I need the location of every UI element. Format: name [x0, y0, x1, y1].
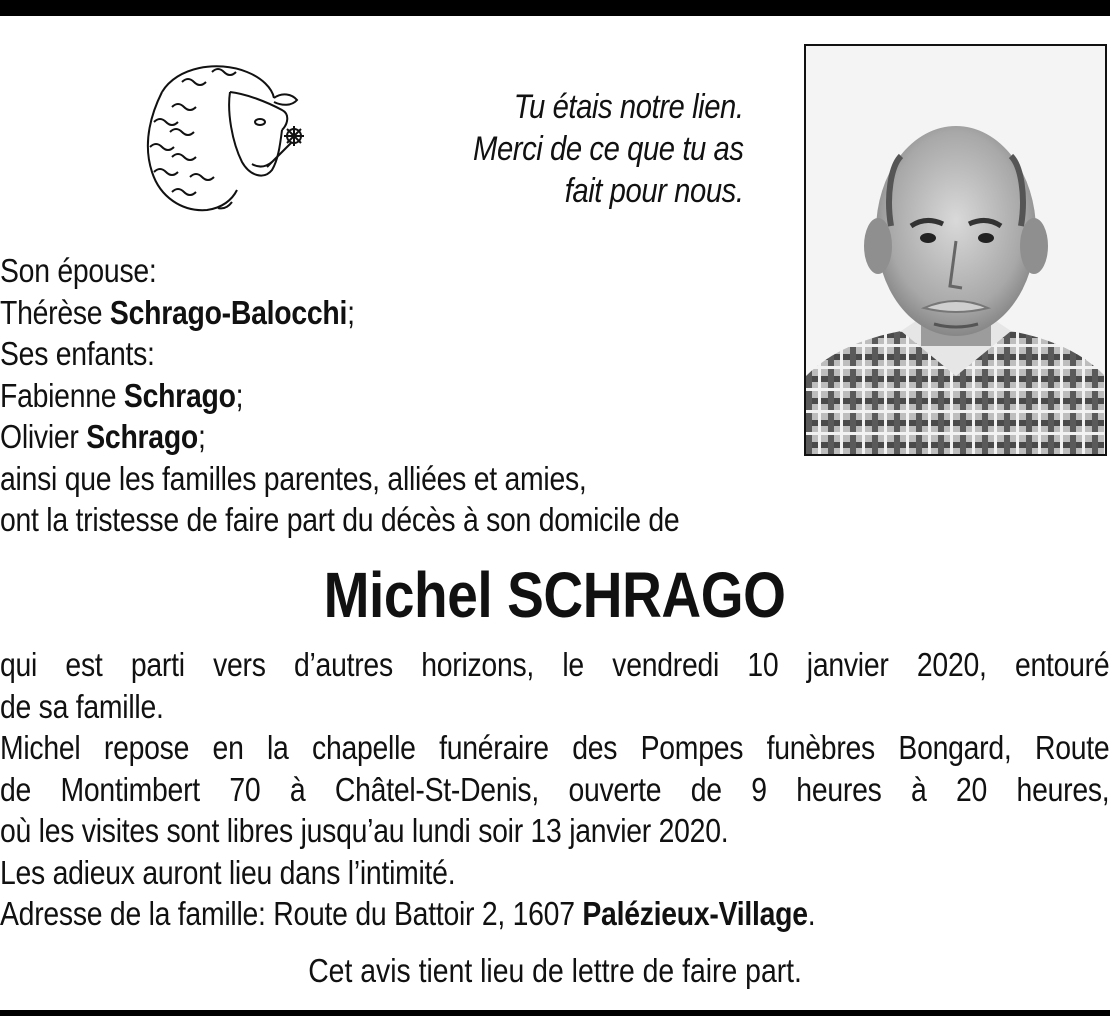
- child-first-name: Olivier: [0, 418, 87, 455]
- address-town: Palézieux-Village: [582, 895, 808, 932]
- bottom-rule: [0, 1010, 1110, 1016]
- motto-quote: [473, 86, 744, 212]
- child-last-name: Schrago: [86, 418, 198, 455]
- spouse-heading: Son épouse:: [0, 252, 157, 289]
- deceased-name: [0, 555, 1110, 635]
- top-rule: [0, 0, 1110, 16]
- body-line: de Montimbert 70 à Châtel-St-Denis, ouverte de 9 heures à 20 heures,: [0, 770, 1110, 808]
- address-prefix: Adresse de la famille: Route du Battoir 2, 1607: [0, 895, 583, 932]
- child-line: [0, 416, 757, 458]
- relatives-line: ainsi que les familles parentes, alliées et amies,: [0, 459, 587, 497]
- child-last-name: Schrago: [123, 376, 236, 414]
- notice-body: [0, 644, 1109, 935]
- family-list: [0, 250, 757, 541]
- children-heading: Ses enfants:: [0, 335, 155, 372]
- spouse-last-name: Schrago-Balocchi: [109, 293, 348, 331]
- child-first-name: Fabienne: [0, 376, 124, 414]
- body-line: Michel repose en la chapelle funéraire des Pompes funèbres Bongard, Route: [0, 729, 1110, 766]
- separator: ;: [347, 293, 355, 331]
- separator: ;: [197, 418, 206, 455]
- body-line: qui est parti vers d’autres horizons, le vendredi 10 janvier 2020, entouré: [0, 646, 1110, 683]
- body-line: de sa famille.: [0, 687, 164, 725]
- deceased-name-text: Michel SCHRAGO: [324, 559, 786, 631]
- motto-line: Merci de ce que tu as: [473, 130, 744, 168]
- portrait-photo: [804, 44, 1107, 456]
- footer-text: Cet avis tient lieu de lettre de faire part.: [308, 952, 802, 989]
- motto-line: Tu étais notre lien.: [514, 88, 744, 126]
- body-line: où les visites sont libres jusqu’au lundi soir 13 janvier 2020.: [0, 812, 729, 849]
- body-line: Les adieux auront lieu dans l’intimité.: [0, 853, 456, 891]
- portrait-image: [806, 46, 1105, 454]
- sheep-illustration-icon: [132, 52, 312, 222]
- address-end: .: [807, 895, 816, 932]
- family-address: [0, 893, 1109, 935]
- motto-line: fait pour nous.: [565, 172, 744, 210]
- footer-note: [0, 950, 1110, 992]
- separator: ;: [235, 376, 244, 414]
- announcement-line: ont la tristesse de faire part du décès à son domicile de: [0, 501, 680, 538]
- child-line: [0, 375, 757, 417]
- spouse-first-name: Thérèse: [0, 293, 110, 331]
- spouse-line: [0, 292, 757, 334]
